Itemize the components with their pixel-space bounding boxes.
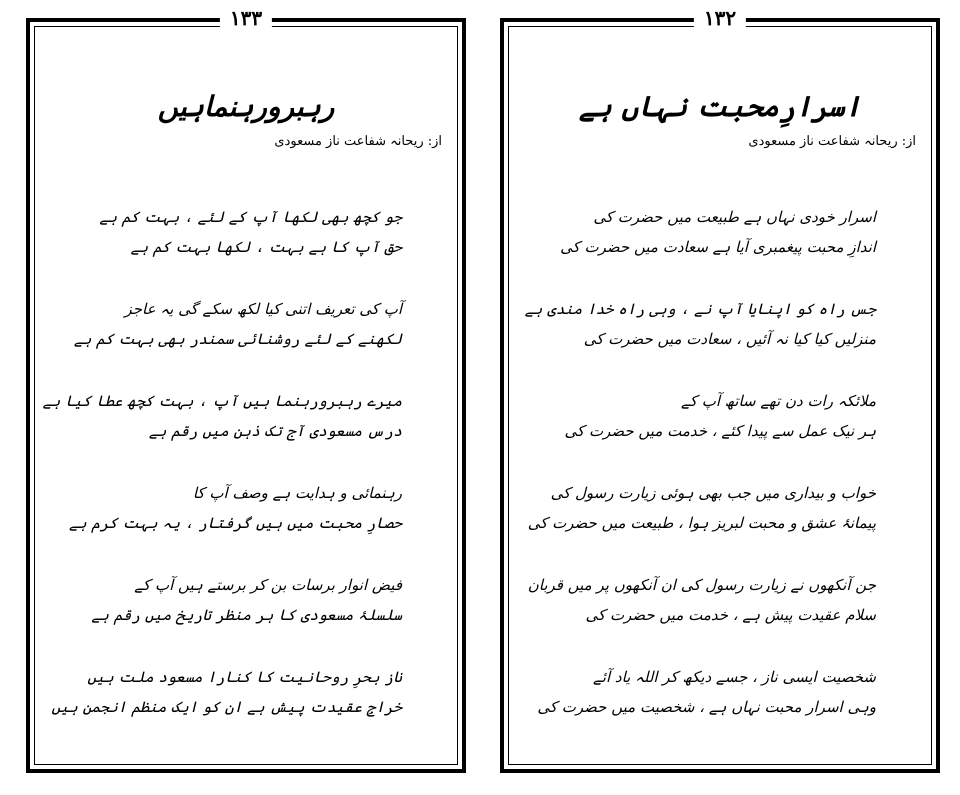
verse-line: اسرار خودی نہاں ہے طبیعت میں حضرت کی [593,208,876,226]
stanza [527,478,876,538]
stanza [560,202,876,262]
verse-line: جس راہ کو اپنایا آپ نے ، وہی راہ خدا مندی ہے [524,300,876,318]
stanza [527,570,876,630]
page-number: ۱۳۳ [220,6,272,30]
verse-line: آپ کی تعریف اتنی کیا لکھ سکے گی یہ عاجز [124,300,402,318]
verse-line: حق آپ کا ہے بہت ، لکھا بہت کم ہے [130,238,402,256]
stanza [90,570,402,630]
verse-line: پیمانۂ عشق و محبت لبریز ہوا ، طبیعت میں حضرت کی [527,514,876,532]
verse-line: ملائکہ رات دن تھے ساتھ آپ کے [681,392,876,410]
left-page [26,6,466,773]
poem-title: اسرارِمحبت نہاں ہے [579,90,861,123]
stanza [42,386,402,446]
verse-line: میرے رہبرورہنما ہیں آپ ، بہت کچھ عطا کیا ہے [42,392,402,410]
stanza [73,294,402,354]
verse-line: اندازِ محبت پیغمبری آیا ہے سعادت میں حضرت کی [560,238,876,256]
verse-line: خواب و بیداری میں جب بھی ہوئی زیارت رسول کی [550,484,876,502]
stanza [537,662,876,722]
verse-line: لکھنے کے لئے روشنائی سمندر بھی بہت کم ہے [73,330,402,348]
stanza [564,386,876,446]
verse-line: سلسلۂ مسعودی کا ہر منظر تاریخ میں رقم ہے [91,606,402,624]
page-number: ۱۳۲ [694,6,746,30]
right-page [500,6,940,773]
verse-line: خراجِ عقیدت پیش ہے ان کو ایک منظم انجمن ہیں [51,698,402,716]
verse-line: جن آنکھوں نے زیارت رسول کی ان آنکھوں پر میں قربان [527,576,876,594]
stanza [69,478,402,538]
poem-author: از: ریحانہ شفاعت ناز مسعودی [274,134,442,149]
verse-line: وہی اسرار محبت نہاں ہے ، شخصیت میں حضرت کی [537,698,876,716]
stanza [524,294,876,354]
verse-line: ناز بحرِ روحانیت کا کنارا مسعود ملت ہیں [87,668,402,686]
verse-line: حصارِ محبت میں ہیں گرفتار ، یہ بہت کرم ہے [69,514,402,532]
poem-title: رہبرورہنماہیں [157,90,335,123]
verse-line: جو کچھ بھی لکھا آپ کے لئے ، بہت کم ہے [99,208,402,226]
stanza [90,202,402,262]
stanza [51,662,402,722]
verse-line: درس مسعودی آج تک ذہن میں رقم ہے [148,422,402,440]
verse-line: سلام عقیدت پیش ہے ، خدمت میں حضرت کی [585,606,876,624]
verse-line: ہر نیک عمل سے پیدا کئے ، خدمت میں حضرت کی [564,422,876,440]
verse-line: فیض انوار برسات بن کر برستے ہیں آپ کے [134,576,402,594]
verse-line: منزلیں کیا کیا نہ آئیں ، سعادت میں حضرت کی [583,330,876,348]
poem-author: از: ریحانہ شفاعت ناز مسعودی [748,134,916,149]
verse-line: شخصیت ایسی ناز ، جسے دیکھ کر اللہ یاد آئے [592,668,876,686]
verse-line: رہنمائی و ہدایت ہے وصف آپ کا [192,484,402,502]
